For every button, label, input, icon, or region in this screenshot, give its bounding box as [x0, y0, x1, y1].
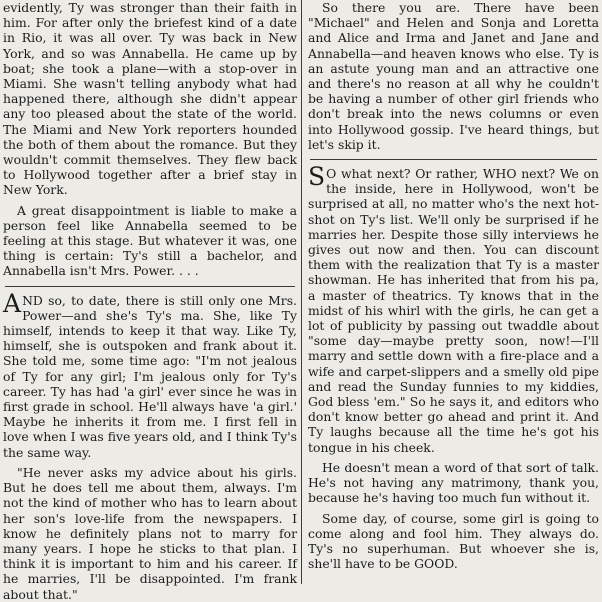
drop-cap-a: A	[3, 288, 22, 318]
right-column	[308, 0, 599, 571]
right-paragraph-4: Some day, of course, some girl is going to come along and fool him. They always do. Ty's no superhuman. But whoever she is, she'll have to be GOOD.	[308, 510, 599, 572]
right-section-paragraph	[308, 162, 599, 455]
left-paragraph-4: "He never asks my advice about his girls. But he does tell me about them, always. I'm not the kind of mother who has to learn about her son's love-life from the newspapers. I know he definitely plans not to marry for many years. I hope he sticks to that plan. I think it is important to him and his career. If he marries, I'll be disappointed. I'm frank about that."	[3, 464, 297, 602]
lead-in-caps: ND	[22, 292, 43, 308]
column-rule	[301, 0, 302, 584]
lead-in-caps: O	[326, 166, 337, 182]
section-divider-left	[5, 286, 295, 287]
right-section-text: what next? Or rather, WHO next? We on the inside, here in Hollywood, won't be surprised at all, no matter who's the next hot-shot on Ty's list. We'll only be surprised if he marries her. Despite those silly interviews he gives out now and then. You can discount them with the realization that Ty is a master showman. He has inherited that from his pa, a master of theatrics. Ty knows that in the midst of his whirl with the girls, he can get a lot of publicity by passing out twaddle about "some day—maybe pretty soon, now!—I'll marry and settle down with a fire-place and a wife and carpet-slippers and a smelly old pipe and read the Sunday funnies to my kiddies, God bless 'em." So he says it, and editors who don't know better go ahead and print it. And Ty laughs because all the time he's got his tongue in his cheek.	[308, 166, 599, 455]
left-paragraph-2: A great disappointment is liable to make a person feel like Annabella seemed to be feeling at this stage. But whatever it was, one thing is certain: Ty's still a bachelor, and Annabella isn't Mrs. Power. . . .	[3, 202, 297, 279]
right-paragraph-3: He doesn't mean a word of that sort of talk. He's not having any matrimony, thank you, because he's having too much fun without it.	[308, 459, 599, 506]
left-section-text: so, to date, there is still only one Mrs. Power—and she's Ty's ma. She, like Ty himself, intends to keep it that way. Like Ty, himself, she is outspoken and frank about it. She told me, some time ago: "I'm not jealous of Ty for any girl; I'm jealous only for Ty's career. Ty has had 'a girl' ever since he was in first grade in school. He'll always have 'a girl.' Maybe he inherits it from me. I first fell in love when I was five years old, and I think Ty's the same way.	[3, 292, 297, 460]
drop-cap-s: S	[308, 162, 326, 192]
left-section-paragraph	[3, 288, 297, 460]
left-paragraph-1: evidently, Ty was stronger than their faith in him. For after only the briefest kind of a date in Rio, it was all over. Ty was back in New York, and so was Annabella. He came up by boat; she took a plane—with a stop-over in Miami. She wasn't telling anybody what had happened there, although she didn't appear any too pleased about the state of the world. The Miami and New York reporters hounded the both of them about the romance. But they wouldn't commit themselves. They flew back to Hollywood together after a brief stay in New York.	[3, 0, 297, 198]
section-divider-right	[310, 159, 597, 160]
right-paragraph-1: So there you are. There have been "Michael" and Helen and Sonja and Loretta and Alice and Irma and Janet and Jane and Annabella—and heaven knows who else. Ty is an astute young man and an attractive one and there's no reason at all why he couldn't be having a number of other girl friends who don't break into the news columns or even into Hollywood gossip. I've heard things, but let's skip it.	[308, 0, 599, 152]
left-column	[3, 0, 297, 602]
